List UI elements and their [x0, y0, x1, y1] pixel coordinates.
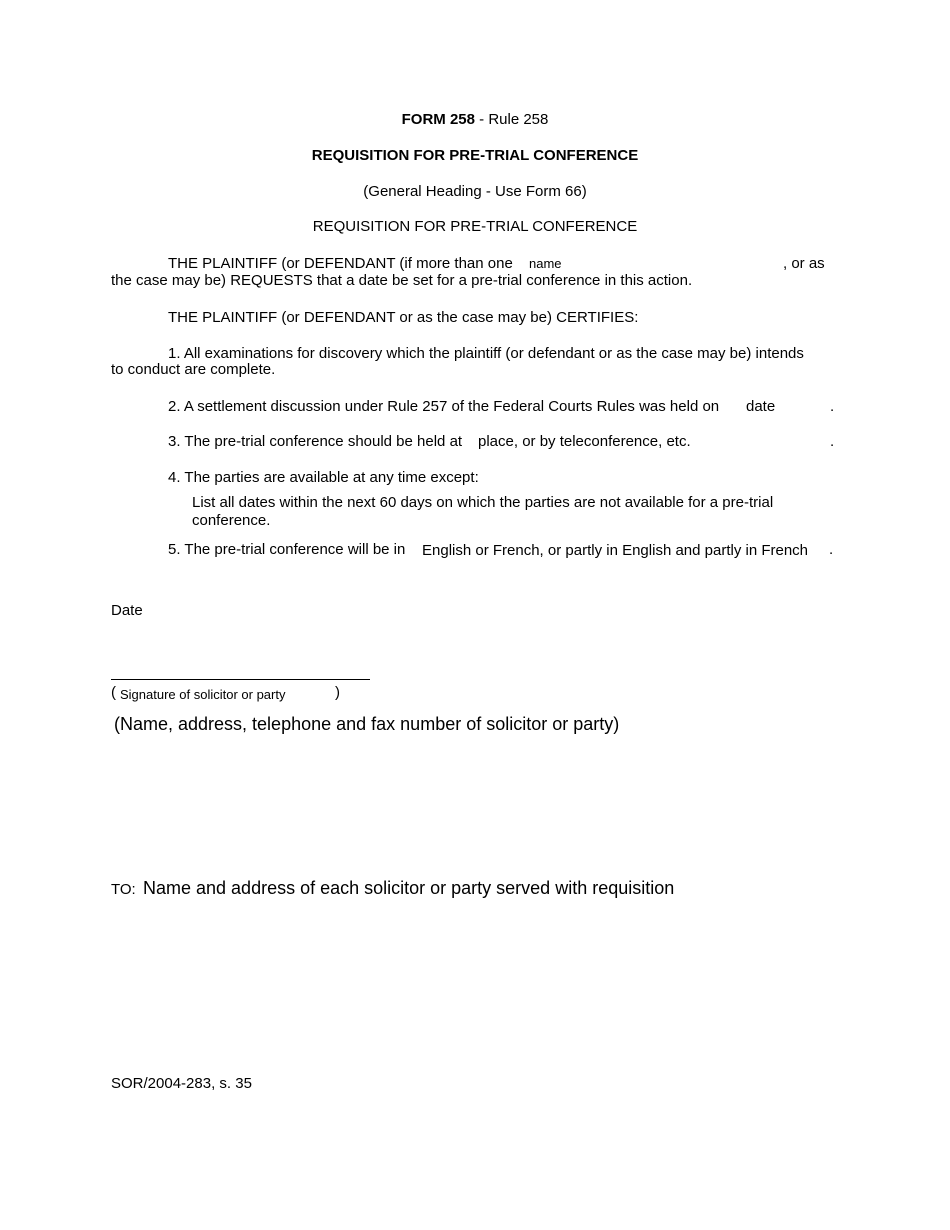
item-3-period: . — [830, 433, 835, 450]
form-number: FORM 258 — [401, 111, 475, 128]
conference-place-field[interactable]: place, or by teleconference, etc. — [478, 433, 691, 450]
form-rule: - Rule 258 — [474, 111, 549, 128]
request-line-1: THE PLAINTIFF (or DEFENDANT (if more than one — [168, 255, 513, 272]
item-1-line-1: 1. All examinations for discovery which the plaintiff (or defendant or as the case may be) intends — [168, 345, 804, 362]
request-line-2: the case may be) REQUESTS that a date be set for a pre-trial conference in this action. — [111, 272, 693, 289]
unavailable-dates-line-2: conference. — [192, 512, 271, 529]
signature-caption — [111, 684, 116, 701]
form-subtitle: REQUISITION FOR PRE-TRIAL CONFERENCE — [312, 218, 638, 235]
certifies-text: THE PLAINTIFF (or DEFENDANT or as the case may be) CERTIFIES: — [168, 309, 639, 326]
item-5-text: 5. The pre-trial conference will be in — [168, 541, 406, 558]
item-1-line-2: to conduct are complete. — [111, 361, 276, 378]
unavailable-dates-field[interactable] — [192, 494, 773, 529]
item-5-period: . — [829, 541, 834, 558]
item-3-text: 3. The pre-trial conference should be held at — [168, 433, 463, 450]
regulation-citation: SOR/2004-283, s. 35 — [111, 1075, 252, 1092]
language-field[interactable]: English or French, or partly in English and partly in French — [422, 542, 809, 559]
settlement-date-field[interactable]: date — [746, 398, 776, 415]
item-2-text: 2. A settlement discussion under Rule 257 of the Federal Courts Rules was held on — [168, 398, 720, 415]
solicitor-info-field[interactable]: (Name, address, telephone and fax number of solicitor or party) — [114, 714, 620, 734]
signature-open-paren: ( — [111, 684, 116, 701]
form-title: REQUISITION FOR PRE-TRIAL CONFERENCE — [311, 147, 639, 164]
date-label: Date — [111, 602, 143, 619]
name-field[interactable]: name — [529, 256, 562, 271]
signature-close-paren: ) — [335, 684, 340, 701]
request-line-1-end: , or as — [783, 255, 825, 272]
item-2-period: . — [830, 398, 835, 415]
unavailable-dates-line-1: List all dates within the next 60 days on which the parties are not available for a pre-trial — [192, 494, 774, 511]
served-parties-field[interactable]: Name and address of each solicitor or party served with requisition — [143, 878, 675, 898]
signature-line — [111, 679, 370, 680]
signature-field[interactable]: Signature of solicitor or party — [120, 687, 286, 702]
form-heading — [0, 111, 950, 128]
item-4-text: 4. The parties are available at any time except: — [168, 469, 479, 486]
general-heading: (General Heading - Use Form 66) — [363, 183, 587, 200]
to-label: TO: — [111, 881, 136, 898]
